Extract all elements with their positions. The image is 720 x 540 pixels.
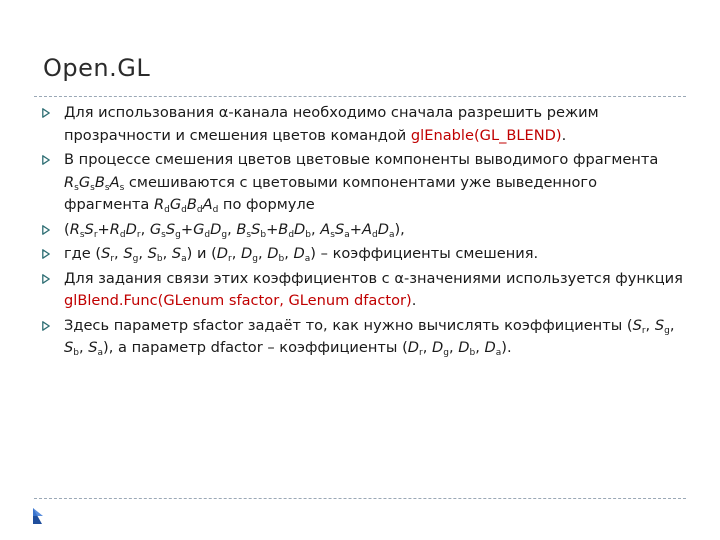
math-symbol: D (216, 245, 229, 262)
math-symbol: B (278, 220, 289, 238)
math-symbol: G (78, 173, 91, 191)
text-run: В процессе смешения цветов цветовые компоненты выводимого фрагмента (64, 151, 659, 168)
subscript: d (196, 205, 203, 215)
subscript: d (204, 229, 211, 240)
bullet-text (64, 270, 683, 310)
text-run: , (422, 339, 432, 356)
text-run: Для использования α-канала необходимо сначала разрешить режим прозрачности и смешения цветов командой (64, 104, 599, 144)
text-run: , (227, 220, 237, 238)
text-run: ( (64, 220, 70, 238)
math-symbol: R (109, 220, 120, 238)
text-run: по формуле (218, 196, 315, 213)
math-symbol: A (202, 196, 213, 213)
subscript: a (304, 254, 311, 264)
math-symbol: B (94, 173, 105, 191)
triangle-right-icon (42, 321, 50, 331)
bullet-text (64, 317, 674, 357)
subscript: a (388, 229, 395, 240)
subscript: g (175, 229, 181, 240)
subscript: s (246, 229, 252, 240)
subscript: g (252, 254, 258, 264)
code-highlight: glEnable(GL_BLEND) (410, 126, 562, 144)
subscript: d (371, 229, 378, 240)
text-run: , (645, 316, 655, 334)
math-symbol: S (632, 316, 642, 334)
subscript: a (344, 229, 350, 240)
math-symbol: S (64, 339, 74, 356)
bullet-item (34, 243, 684, 266)
math-symbol: D (377, 220, 389, 238)
math-symbol: S (334, 220, 345, 238)
math-symbol: R (153, 196, 165, 213)
math-symbol: A (109, 173, 120, 191)
math-symbol: D (432, 339, 444, 356)
subscript: s (161, 229, 166, 240)
text-run: , (669, 316, 675, 334)
subscript: s (74, 182, 79, 193)
text-run: + (266, 220, 279, 238)
math-symbol: D (210, 220, 222, 238)
subscript: d (288, 229, 295, 240)
slide-corner-icon (30, 506, 46, 526)
text-run: Для задания связи этих коэффициентов с α-значениями используется функция (64, 269, 683, 287)
text-run: + (349, 220, 362, 238)
text-run: ). (501, 339, 512, 356)
math-symbol: B (186, 196, 197, 213)
subscript: r (419, 348, 423, 358)
math-symbol: R (69, 220, 80, 238)
subscript: d (164, 205, 170, 215)
math-symbol: S (251, 220, 261, 238)
text-run: ), а параметр dfactor – коэффициенты ( (103, 339, 408, 356)
subscript: g (132, 254, 139, 264)
math-symbol: D (125, 220, 137, 238)
subscript: s (90, 182, 95, 193)
text-run: , (231, 245, 242, 262)
subscript: b (469, 348, 476, 358)
triangle-right-icon (42, 249, 50, 259)
math-symbol: D (484, 339, 496, 356)
text-run: , (258, 245, 268, 262)
triangle-right-icon (42, 155, 50, 165)
triangle-right-icon (42, 108, 50, 118)
text-run: смешиваются с цветовыми компонентами уже выведенного фрагмента (64, 173, 598, 213)
math-symbol: S (171, 245, 182, 262)
slide-title: Open.GL (43, 54, 151, 82)
math-symbol: D (407, 339, 420, 356)
text-run: , (284, 245, 294, 262)
text-run: , (311, 220, 321, 238)
bullet-text (64, 221, 405, 238)
text-run: Здесь параметр sfactor задаёт то, как нужно вычислять коэффициенты ( (64, 316, 633, 334)
subscript: a (181, 254, 187, 264)
math-symbol: R (64, 173, 75, 191)
math-symbol: G (149, 220, 162, 238)
subscript: r (228, 254, 232, 264)
text-run: ), (394, 220, 405, 238)
subscript: s (119, 182, 125, 193)
math-symbol: D (294, 220, 306, 238)
subscript: g (664, 325, 670, 336)
bullet-item (34, 268, 684, 313)
text-run: . (411, 292, 417, 309)
math-symbol: S (101, 245, 111, 262)
subscript: d (212, 205, 219, 215)
subscript: r (136, 229, 141, 240)
subscript: r (641, 325, 646, 336)
subscript: b (73, 348, 79, 358)
triangle-right-icon (42, 274, 50, 284)
text-run: + (97, 220, 110, 238)
math-symbol: S (123, 245, 133, 262)
text-run: , (475, 339, 485, 356)
math-symbol: S (84, 220, 94, 238)
text-run: где ( (64, 245, 102, 262)
subscript: r (93, 229, 98, 240)
math-symbol: D (293, 245, 305, 262)
math-symbol: S (88, 339, 98, 356)
bullet-text (64, 104, 599, 144)
subscript: s (330, 229, 335, 240)
subscript: b (278, 254, 285, 264)
subscript: r (110, 254, 115, 264)
math-symbol: S (654, 316, 665, 334)
code-highlight: glBlend.Func(GLenum sfactor, GLenum dfactor) (64, 292, 412, 309)
math-symbol: S (165, 220, 176, 238)
text-run: . (561, 126, 567, 144)
bullet-item (34, 149, 684, 217)
title-divider (34, 96, 686, 97)
subscript: d (181, 205, 187, 215)
subscript: s (79, 229, 85, 240)
math-symbol: S (147, 245, 157, 262)
bullet-list (34, 102, 684, 362)
text-run: , (138, 245, 148, 262)
bullet-item (34, 315, 684, 360)
subscript: a (495, 348, 502, 358)
subscript: b (260, 229, 267, 240)
math-symbol: B (236, 220, 247, 238)
footer-divider (34, 498, 686, 499)
math-symbol: G (193, 220, 205, 238)
subscript: d (119, 229, 126, 240)
text-run: ) – коэффициенты смешения. (310, 245, 539, 262)
subscript: g (221, 229, 228, 240)
math-symbol: G (169, 196, 182, 213)
triangle-right-icon (42, 225, 50, 235)
subscript: g (443, 348, 449, 358)
math-symbol: D (267, 245, 279, 262)
text-run: ) и ( (186, 245, 217, 262)
text-run: , (162, 245, 172, 262)
math-symbol: D (458, 339, 470, 356)
bullet-text (64, 245, 538, 262)
text-run: , (448, 339, 459, 356)
subscript: s (104, 182, 110, 193)
bullet-item (34, 219, 684, 242)
text-run: , (114, 245, 124, 262)
text-run: , (78, 339, 89, 356)
math-symbol: A (320, 220, 331, 238)
math-symbol: D (241, 245, 253, 262)
math-symbol: A (361, 220, 372, 238)
text-run: + (180, 220, 194, 238)
subscript: a (97, 348, 104, 358)
bullet-item (34, 102, 684, 147)
subscript: b (305, 229, 311, 240)
bullet-text (64, 151, 658, 213)
subscript: b (156, 254, 163, 264)
text-run: , (140, 220, 150, 238)
